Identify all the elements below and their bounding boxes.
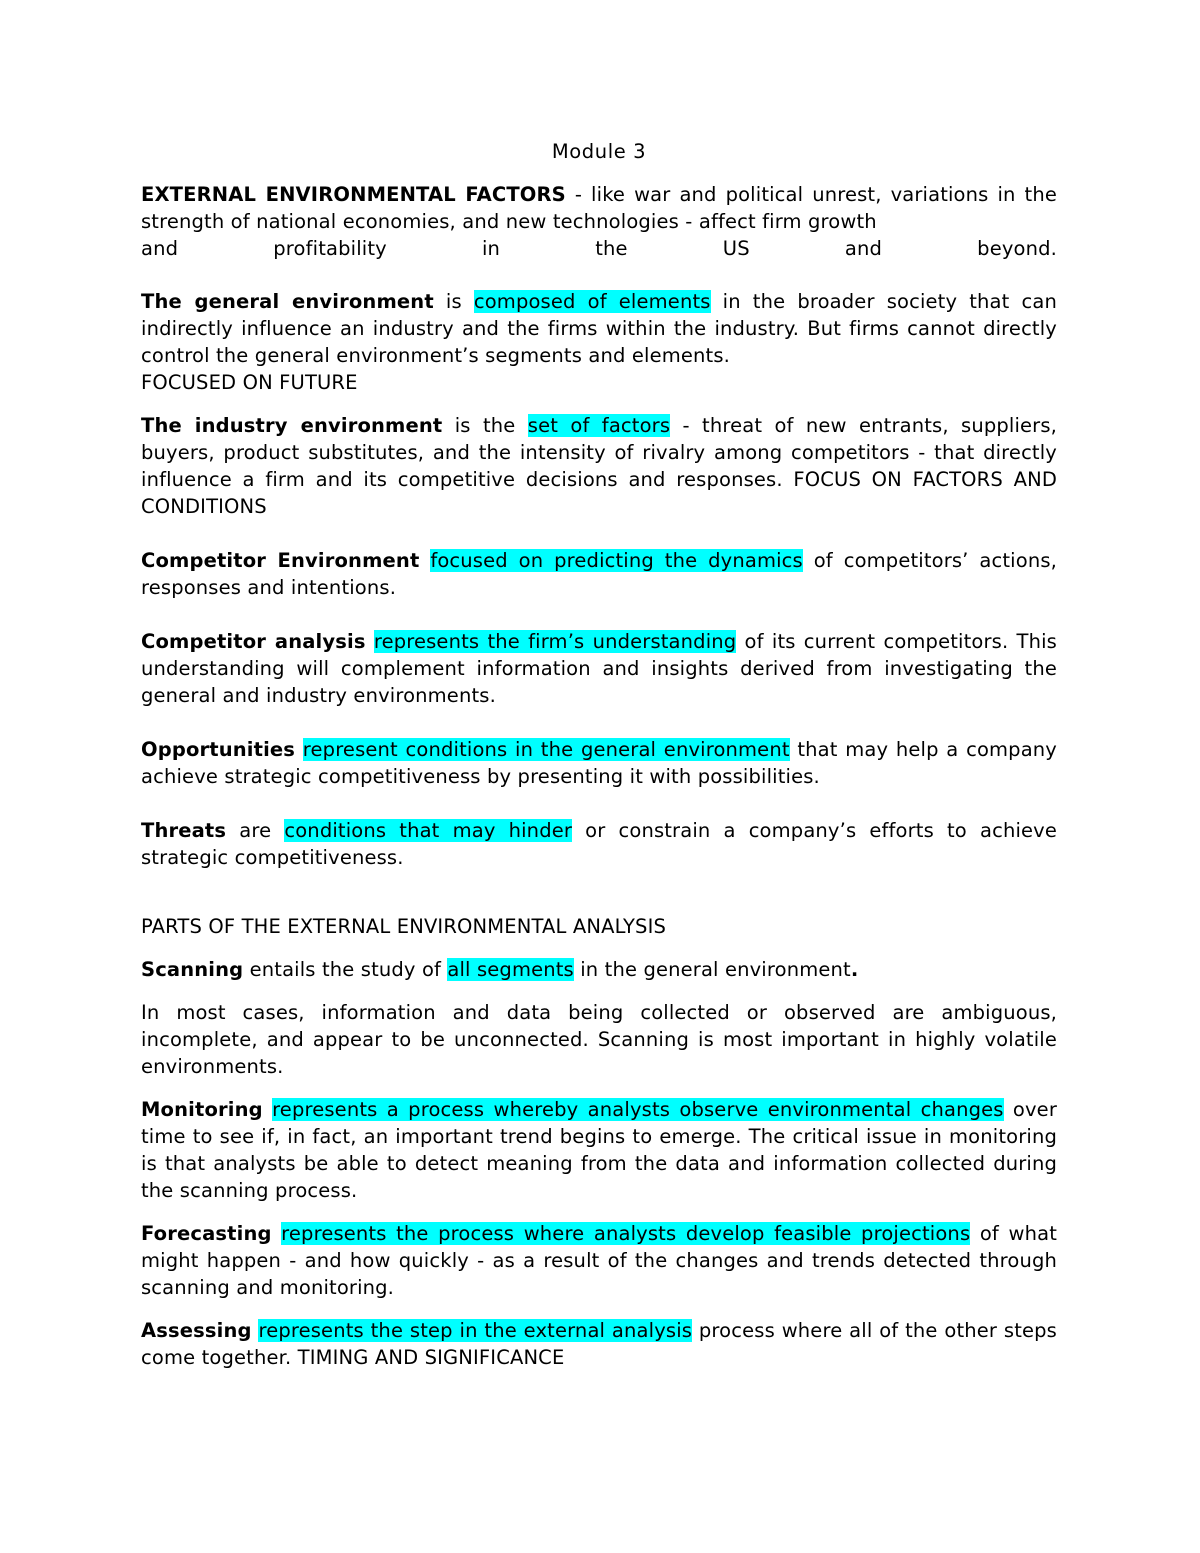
term: EXTERNAL ENVIRONMENTAL FACTORS [141,183,566,206]
document-page [141,138,1057,1371]
paragraph-opportunities: Opportunities represent conditions in the general environment that may help a company achieve strategic competitiveness by presenting it with possibilities. [141,738,1057,788]
paragraph-industry-environment: The industry environment is the set of factors - threat of new entrants, suppliers, buyers, product substitutes, and the intensity of rivalry among competitors - that directly influence a firm and its competitive decisions and responses. FOCUS ON FACTORS AND CONDITIONS [141,414,1058,518]
paragraph-external-factors: EXTERNAL ENVIRONMENTAL FACTORS - like war and political unrest, variations in the strength of national economies, and new technologies - affect firm growth [141,183,1057,233]
note-focused-on-future: FOCUSED ON FUTURE [141,371,358,394]
paragraph-forecasting: Forecasting represents the process where analysts develop feasible projections of what might happen - and how quickly - as a result of the changes and trends detected through scanning and monitoring. [141,1222,1058,1299]
term: The industry environment [141,414,443,437]
paragraph-most-cases: In most cases, information and data being collected or observed are ambiguous, incomplete, and appear to be unconnected. Scanning is most important in highly volatile environments. [141,1001,1057,1078]
highlight: all segments [447,958,574,981]
term: Threats [141,819,227,842]
highlight: represents the process where analysts develop feasible projections [281,1222,971,1245]
highlight: conditions that may hinder [284,819,573,842]
highlight: represents a process whereby analysts observe environmental changes [272,1098,1004,1121]
paragraph-threats: Threats are conditions that may hinder or constrain a company’s efforts to achieve strategic competitiveness. [141,819,1058,869]
section-heading: PARTS OF THE EXTERNAL ENVIRONMENTAL ANALYSIS [141,915,667,938]
page-title: Module 3 [551,140,647,163]
paragraph-competitor-analysis: Competitor analysis represents the firm’s understanding of its current competitors. This understanding will complement information and insights derived from investigating the general and industry environments. [141,630,1057,707]
paragraph-competitor-environment: Competitor Environment focused on predicting the dynamics of competitors’ actions, responses and intentions. [141,549,1057,599]
term: Monitoring [141,1098,263,1121]
term: Assessing [141,1319,252,1342]
paragraph-scanning: Scanning entails the study of all segments in the general environment. [141,958,859,981]
highlight: represents the step in the external analysis [258,1319,693,1342]
term: The general environment [141,290,434,313]
term: Competitor analysis [141,630,366,653]
term: Opportunities [141,738,296,761]
term: Forecasting [141,1222,272,1245]
paragraph-general-environment: The general environment is composed of elements in the broader society that can indirectly influence an industry and the firms within the industry. But firms cannot directly control the general environment’s segments and elements. [141,290,1057,367]
term: Scanning [141,958,244,981]
highlight: focused on predicting the dynamics [430,549,803,572]
paragraph-assessing: Assessing represents the step in the external analysis process where all of the other steps come together. TIMING AND SIGNIFICANCE [141,1319,1057,1369]
highlight: set of factors [527,414,671,437]
paragraph-external-factors-end: and profitability in the US and beyond. [141,237,1057,260]
paragraph-monitoring: Monitoring represents a process whereby analysts observe environmental changes over time to see if, in fact, an important trend begins to emerge. The critical issue in monitoring is that analysts be able to detect meaning from the data and information collected during the scanning process. [141,1098,1057,1202]
highlight: represents the firm’s understanding [373,630,737,653]
term: Competitor Environment [141,549,420,572]
highlight: composed of elements [473,290,711,313]
highlight: represent conditions in the general environment [302,738,790,761]
